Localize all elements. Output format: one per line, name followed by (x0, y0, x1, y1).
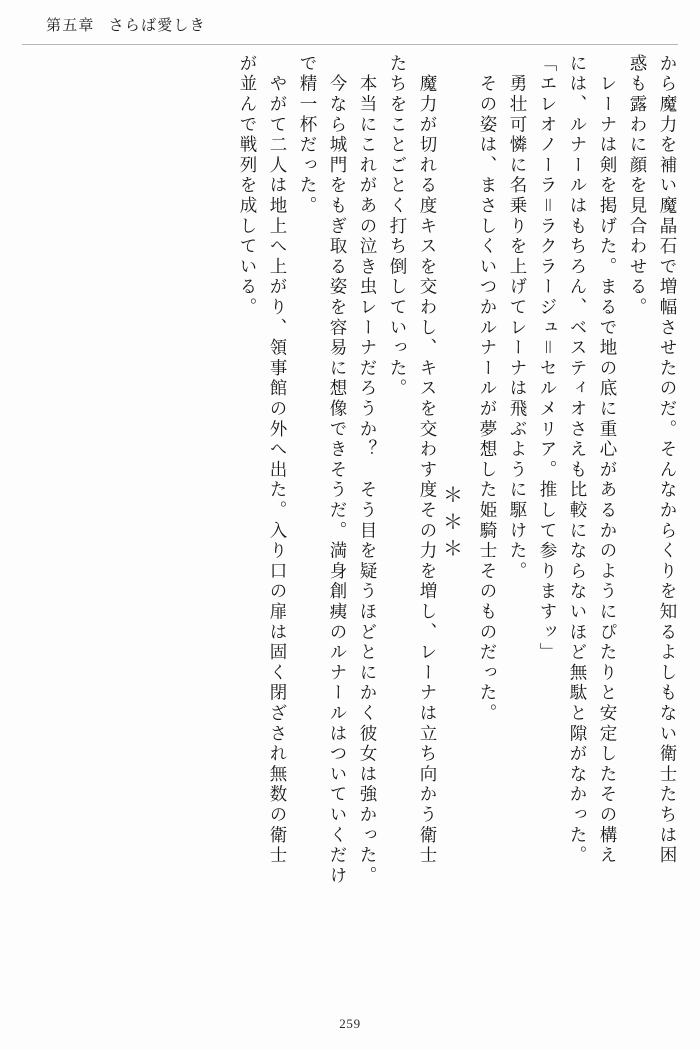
scene-separator-asterisks: ＊＊＊ (439, 484, 462, 565)
text-column: 今なら城門をもぎ取る姿を容易に想像できそうだ。満身創痍のルナールはついていくだけ (328, 54, 348, 887)
scene-separator (436, 54, 466, 984)
text-column: 惑も露わに顔を見合わせる。 (628, 54, 648, 318)
chapter-number: 第五章 (46, 18, 95, 34)
header-divider (22, 44, 678, 45)
text-column: 「エレオノーラ＝ラクラージュ＝セルメリア。推して参りますッ」 (538, 54, 558, 663)
text-column: たちをことごとく打ち倒していった。 (388, 54, 408, 400)
text-column: には、ルナールはもちろん、ベスティオさえも比較にならないほど無駄と隙がなかった。 (568, 54, 588, 866)
text-column: やがて二人は地上へ上がり、領事館の外へ出た。入り口の扉は固く閉ざされ無数の衛士 (268, 54, 288, 866)
text-column: で精一杯だった。 (298, 54, 318, 217)
text-column: 魔力が切れる度キスを交わし、キスを交わす度その力を増し、レーナは立ち向かう衛士 (418, 54, 438, 866)
chapter-header (46, 14, 206, 35)
page-number: 259 (339, 1016, 361, 1031)
text-column: レーナは剣を掲げた。まるで地の底に重心があるかのようにぴたりと安定したその構え (598, 54, 618, 866)
text-column: 勇壮可憐に名乗りを上げてレーナは飛ぶように駆けた。 (508, 54, 528, 582)
text-column: その姿は、まさしくいつかルナールが夢想した姫騎士そのものだった。 (478, 54, 498, 724)
text-column: から魔力を補い魔晶石で増幅させたのだ。そんなからくりを知るよしもない衛士たちは困 (658, 54, 678, 866)
text-column: が並んで戦列を成している。 (238, 54, 258, 318)
body-text-area (24, 54, 676, 994)
text-column: 本当にこれがあの泣き虫レーナだろうか？ そう目を疑うほどとにかく彼女は強かった。 (358, 54, 378, 887)
chapter-title: さらば愛しき (108, 18, 206, 34)
